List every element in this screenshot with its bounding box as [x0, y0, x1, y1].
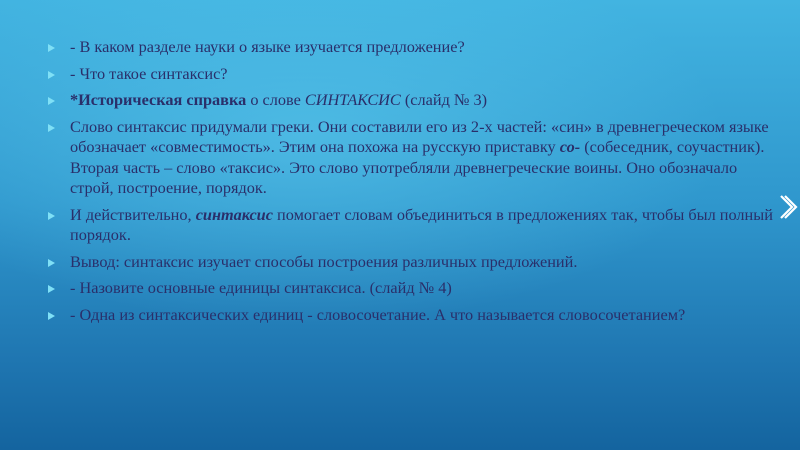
bullet-list [48, 37, 774, 331]
bullet-text: (слайд № 3) [400, 90, 488, 109]
bold-italic-text: синтаксис [195, 204, 273, 224]
bullet-arrow-icon [48, 312, 55, 320]
bullet-text: Слово синтаксис придумали греки. Они составили его из 2-х частей: «син» в древнегреческом языке обозначает «совместимость». Этим она похожа на русскую приставку [70, 116, 769, 156]
bullet-text: - Одна из синтаксических единиц - словосочетание. А что называется словосочетанием? [70, 304, 686, 324]
bullet-item-phrase-question [48, 305, 774, 326]
italic-text: СИНТАКСИС [304, 90, 401, 109]
bullet-text: - Что такое синтаксис? [70, 63, 228, 83]
bullet-item-etymology [48, 117, 774, 199]
bullet-item-historical-note [48, 90, 774, 111]
bullet-arrow-icon [48, 44, 55, 52]
bullet-arrow-icon [48, 124, 55, 132]
bullet-arrow-icon [48, 212, 55, 220]
bullet-item-units-question [48, 278, 774, 299]
bullet-text: Вывод: синтаксис изучает способы построения различных предложений. [70, 251, 578, 271]
bullet-text: - В каком разделе науки о языке изучается предложение? [70, 37, 465, 56]
bullet-arrow-icon [48, 259, 55, 267]
bullet-item-question-syntax [48, 64, 774, 85]
bold-text: *Историческая справка [70, 90, 247, 109]
bold-italic-text: со- [559, 137, 581, 156]
bullet-text: - Назовите основные единицы синтаксиса. (слайд № 4) [70, 278, 452, 297]
bullet-text: (собеседник, соучастник). Вторая часть – слово «таксис». Это слово употребляли древнегреческие воины. Оно обозначало строй, построение, порядок. [70, 137, 765, 197]
bullet-arrow-icon [48, 285, 55, 293]
bullet-text: И действительно, [70, 204, 196, 224]
bullet-arrow-icon [48, 97, 55, 105]
bullet-arrow-icon [48, 71, 55, 79]
bullet-item-conclusion [48, 252, 774, 273]
bullet-item-question-section [48, 37, 774, 58]
bullet-item-order [48, 205, 774, 246]
bullet-text: о слове [246, 90, 305, 109]
bullet-text: помогает словам объединиться в предложениях так, чтобы был полный порядок. [70, 204, 773, 244]
